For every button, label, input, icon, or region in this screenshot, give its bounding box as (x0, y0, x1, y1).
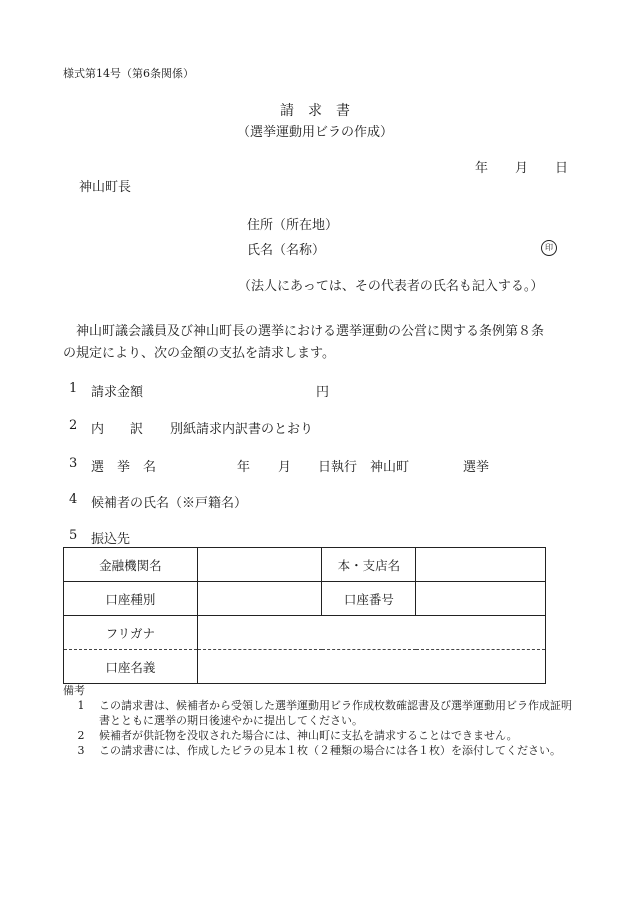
body-text-line2: の規定により、次の金額の支払を請求します。 (63, 346, 335, 361)
item-3-year: 年 (237, 460, 251, 475)
corporate-note: （法人にあっては、その代表者の氏名も記入する。） (238, 279, 544, 294)
furigana-field[interactable] (197, 616, 545, 650)
item-1-label: 請求金額 (91, 385, 144, 400)
item-2-number: 2 (69, 418, 78, 433)
note-text: 候補者が供託物を没収された場合には、神山町に支払を請求することはできません。 (99, 729, 518, 742)
notes-section (63, 683, 573, 758)
date-month: 月 (515, 161, 529, 176)
item-3-month: 月 (278, 460, 292, 475)
note-number: 2 (77, 729, 85, 742)
branch-label: 本・支店名 (322, 548, 416, 582)
name-label: 氏名（名称） (247, 243, 326, 258)
addressee: 神山町長 (79, 180, 132, 195)
account-type-label: 口座種別 (64, 582, 198, 616)
note-number: 3 (77, 744, 85, 757)
note-item (63, 698, 573, 728)
note-item (63, 743, 573, 758)
account-number-label: 口座番号 (322, 582, 416, 616)
item-1-unit: 円 (316, 385, 330, 400)
bank-transfer-table (63, 547, 546, 684)
document-subtitle: （選挙運動用ビラの作成） (236, 125, 393, 140)
date-year: 年 (475, 161, 489, 176)
item-2-label: 内 訳 (91, 422, 144, 437)
item-3-number: 3 (69, 456, 78, 471)
document-title: 請 求 書 (280, 103, 350, 119)
item-3-day-exec: 日執行 神山町 (318, 460, 410, 475)
note-item (63, 728, 573, 743)
account-holder-label: 口座名義 (64, 650, 198, 684)
furigana-label: フリガナ (64, 616, 198, 650)
note-number: 1 (77, 699, 85, 712)
item-4-number: 4 (69, 492, 78, 507)
bank-name-label: 金融機関名 (64, 548, 198, 582)
item-5-number: 5 (69, 528, 78, 543)
account-number-field[interactable] (416, 582, 546, 616)
item-1-number: 1 (69, 381, 78, 396)
notes-heading: 備考 (63, 684, 85, 697)
account-type-field[interactable] (197, 582, 322, 616)
item-3-suffix: 選挙 (463, 460, 490, 475)
seal-mark: 印 (541, 240, 557, 256)
note-text: この請求書は、候補者から受領した選挙運動用ビラ作成枚数確認書及び選挙運動用ビラ作成証明書とともに選挙の期日後速やかに提出してください。 (99, 699, 572, 727)
bank-name-field[interactable] (197, 548, 322, 582)
item-2-value: 別紙請求内訳書のとおり (170, 422, 314, 437)
item-4-label: 候補者の氏名（※戸籍名） (91, 496, 248, 511)
item-5-label: 振込先 (91, 532, 131, 547)
note-text: この請求書には、作成したビラの見本１枚（２種類の場合には各１枚）を添付してください。 (99, 744, 561, 757)
account-holder-field[interactable] (197, 650, 545, 684)
item-3-label: 選 挙 名 (91, 460, 157, 475)
branch-field[interactable] (416, 548, 546, 582)
address-label: 住所（所在地） (247, 218, 339, 233)
form-number: 様式第14号（第6条関係） (63, 67, 194, 80)
date-day: 日 (555, 161, 569, 176)
body-text-line1: 神山町議会議員及び神山町長の選挙における選挙運動の公営に関する条例第８条 (76, 324, 545, 339)
